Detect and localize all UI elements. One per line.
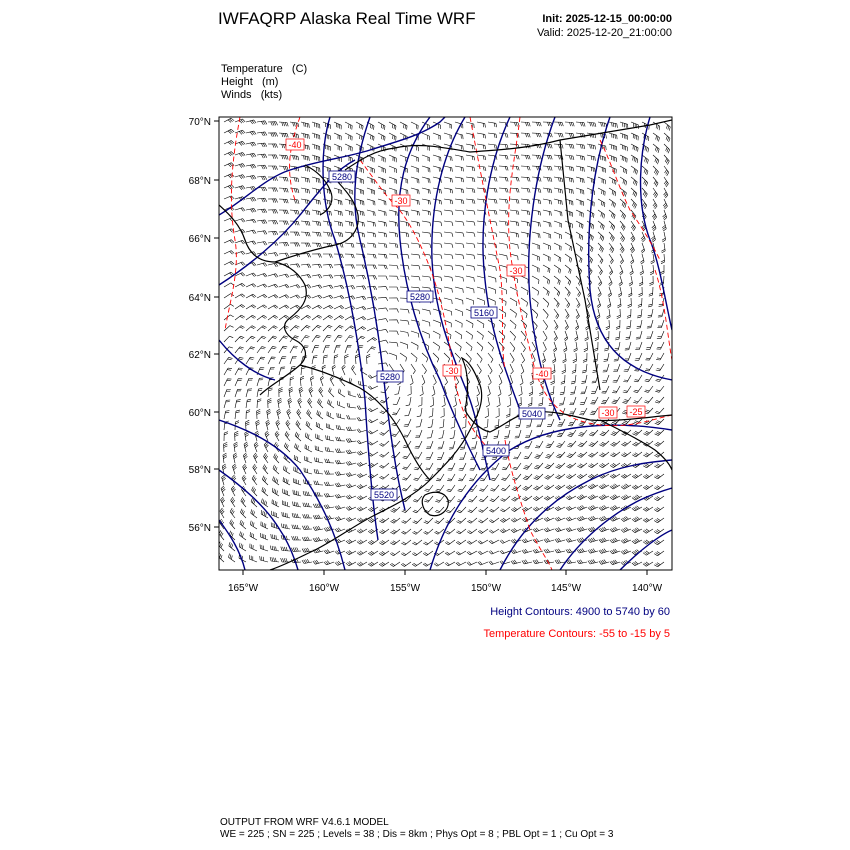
temp-label-text: -30 <box>394 196 408 206</box>
plot-frame <box>219 117 672 570</box>
longitude-labels <box>228 583 663 594</box>
temperature-contour-line <box>225 117 240 330</box>
temp-label-text: -30 <box>509 266 523 276</box>
init-time: Init: 2025-12-15_00:00:00 <box>542 13 672 25</box>
lat-label: 56°N <box>188 523 211 534</box>
height-label <box>519 408 545 419</box>
lon-label: 165°W <box>227 583 259 594</box>
temp-label <box>507 265 525 276</box>
temp-label <box>392 195 410 206</box>
map-title: IWFAQRP Alaska Real Time WRF <box>218 9 476 28</box>
height-contours <box>219 117 672 570</box>
height-label-text: 5400 <box>485 446 507 456</box>
height-contour-line <box>589 117 672 380</box>
temperature-contour-line <box>505 440 552 570</box>
temp-label-text: -40 <box>535 369 549 379</box>
coastlines <box>219 120 672 570</box>
temperature-contours-note: Temperature Contours: -55 to -15 by 5 <box>483 628 670 640</box>
lat-label: 64°N <box>188 293 211 304</box>
temp-label <box>443 365 461 376</box>
height-contour-line <box>219 420 345 570</box>
footer-line-2: WE = 225 ; SN = 225 ; Levels = 38 ; Dis = 8km ; Phys Opt = 8 ; PBL Opt = 1 ; Cu Opt = 3 <box>220 829 614 840</box>
lon-label: 140°W <box>631 583 663 594</box>
height-contours-note: Height Contours: 4900 to 5740 by 60 <box>490 606 670 618</box>
lat-label: 66°N <box>188 234 211 245</box>
lat-label: 60°N <box>188 408 211 419</box>
valid-time: Valid: 2025-12-20_21:00:00 <box>537 27 672 39</box>
lat-label: 58°N <box>188 465 211 476</box>
lat-label: 70°N <box>188 117 211 128</box>
height-label-text: 5040 <box>521 409 543 419</box>
height-contour-line <box>355 117 408 510</box>
coastline-kodiak <box>422 492 448 515</box>
temp-label-text: -30 <box>445 366 459 376</box>
lon-label: 145°W <box>550 583 582 594</box>
temp-label-text: -40 <box>288 140 302 150</box>
height-contour-line <box>483 117 523 410</box>
lat-label: 62°N <box>188 350 211 361</box>
legend-height: Height (m) <box>221 76 279 88</box>
height-label <box>371 489 397 500</box>
temp-label-text: -30 <box>601 408 615 418</box>
height-label <box>471 307 497 318</box>
height-label-text: 5280 <box>379 372 401 382</box>
temp-label <box>286 139 304 150</box>
temperature-contour-line <box>360 160 490 450</box>
wind-barb-field <box>218 118 670 567</box>
coastline-panhandle <box>600 420 672 470</box>
height-label <box>407 291 433 302</box>
temp-label <box>599 407 617 418</box>
height-contour-line <box>219 340 275 380</box>
coastline-bristol-bay <box>300 365 430 480</box>
height-contour-labels <box>329 171 545 500</box>
height-label-text: 5280 <box>331 172 353 182</box>
lat-label: 68°N <box>188 176 211 187</box>
temp-label <box>627 406 645 417</box>
height-contour-line <box>560 488 672 570</box>
height-label-text: 5280 <box>409 292 431 302</box>
lon-label: 150°W <box>470 583 502 594</box>
wind-barbs <box>218 118 670 567</box>
lon-label: 155°W <box>389 583 421 594</box>
height-label <box>483 445 509 456</box>
height-label-text: 5520 <box>373 490 395 500</box>
longitude-axis <box>243 570 647 575</box>
model-footer <box>220 817 613 841</box>
lon-label: 160°W <box>308 583 340 594</box>
temp-label <box>533 368 551 379</box>
footer-line-1: OUTPUT FROM WRF V4.6.1 MODEL <box>220 817 389 828</box>
latitude-axis <box>214 121 219 527</box>
height-label <box>377 371 403 382</box>
legend-temperature: Temperature (C) <box>221 63 308 75</box>
height-label <box>329 171 355 182</box>
height-contour-line <box>432 117 490 480</box>
latitude-labels <box>189 117 211 534</box>
legend-winds: Winds (kts) <box>221 89 283 101</box>
temp-label-text: -25 <box>629 407 643 417</box>
height-label-text: 5160 <box>473 308 495 318</box>
